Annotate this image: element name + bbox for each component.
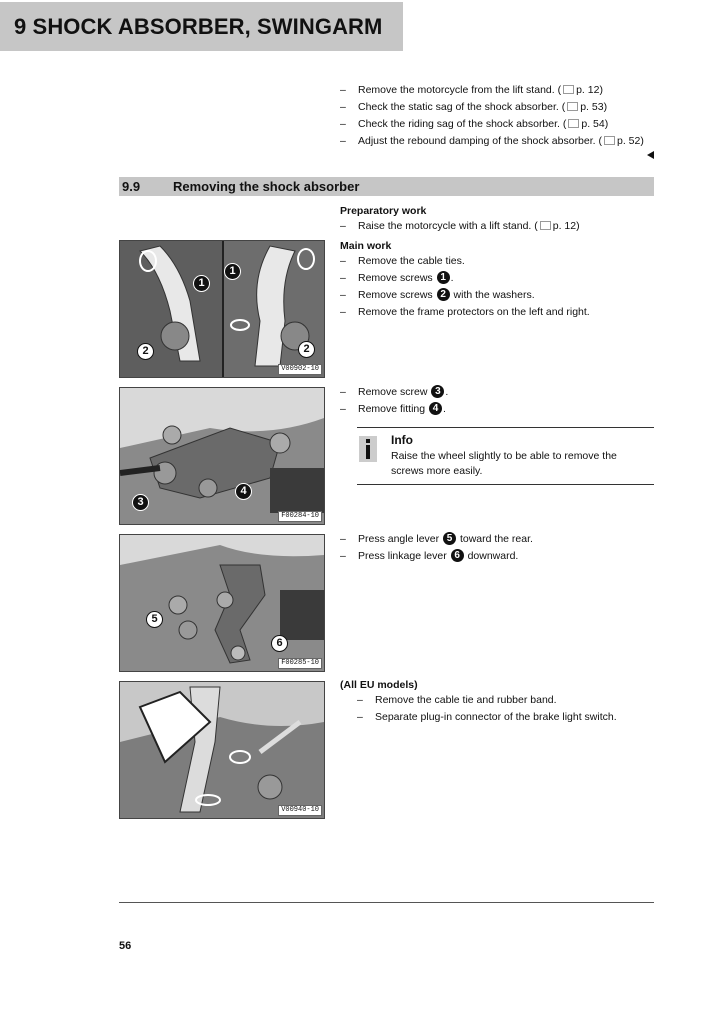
figure-label: V00902-10 <box>278 364 322 375</box>
preparatory-heading: Preparatory work <box>340 205 427 217</box>
page-reference-icon <box>540 221 551 230</box>
section-title: Removing the shock absorber <box>173 179 360 194</box>
page-ref-link[interactable]: p. 54 <box>581 118 605 130</box>
page-ref-link[interactable]: p. 53 <box>580 101 604 113</box>
list-item: – Raise the motorcycle with a lift stand. ( p. 12) <box>340 218 660 235</box>
list-item: – Remove screw 3 . <box>340 384 660 401</box>
callout-badge: 6 <box>451 549 464 562</box>
list-item: – Separate plug-in connector of the brake light switch. <box>357 709 660 726</box>
main-steps-2 <box>340 384 660 418</box>
page-reference-icon <box>604 136 615 145</box>
intro-steps <box>340 82 670 150</box>
callout-marker: 6 <box>271 635 288 652</box>
list-item: – Remove the motorcycle from the lift stand. ( p. 12) <box>340 82 670 99</box>
chapter-title: 9 SHOCK ABSORBER, SWINGARM <box>14 13 383 39</box>
list-item: – Check the riding sag of the shock absorber. ( p. 54) <box>340 116 670 133</box>
footer-divider <box>119 902 654 903</box>
callout-marker: 2 <box>137 343 154 360</box>
page-ref-link[interactable]: p. 12 <box>576 84 600 96</box>
callout-marker: 1 <box>224 263 241 280</box>
callout-badge: 1 <box>437 271 450 284</box>
photo-illustration <box>120 535 324 671</box>
photo-illustration <box>120 682 324 818</box>
figure-brake-light-switch <box>119 681 325 819</box>
page-ref-link[interactable]: p. 52 <box>617 135 641 147</box>
figure-frame-protectors <box>119 240 325 378</box>
list-item: – Remove fitting 4 . <box>340 401 660 418</box>
list-item: – Press angle lever 5 toward the rear. <box>340 531 660 548</box>
info-box <box>357 427 654 485</box>
callout-marker: 1 <box>193 275 210 292</box>
list-item: – Remove the frame protectors on the left and right. <box>340 304 660 321</box>
section-header <box>119 177 654 196</box>
page-reference-icon <box>567 102 578 111</box>
page-ref-link[interactable]: p. 12 <box>552 220 577 232</box>
list-item: – Remove screws 1 . <box>340 270 660 287</box>
info-text: Raise the wheel slightly to be able to remove the screws more easily. <box>391 450 617 477</box>
page-reference-icon <box>563 85 574 94</box>
list-item: – Remove the cable tie and rubber band. <box>357 692 660 709</box>
info-icon <box>359 436 377 462</box>
list-item: – Remove the cable ties. <box>340 253 660 270</box>
list-item: – Press linkage lever 6 downward. <box>340 548 660 565</box>
callout-badge: 4 <box>429 402 442 415</box>
page-reference-icon <box>568 119 579 128</box>
eu-steps <box>340 692 660 726</box>
eu-models-heading: (All EU models) <box>340 679 418 691</box>
callout-badge: 2 <box>437 288 450 301</box>
main-work-heading: Main work <box>340 240 392 252</box>
figure-label: F00285-10 <box>278 658 322 669</box>
figure-label: V00940-10 <box>278 805 322 816</box>
callout-marker: 5 <box>146 611 163 628</box>
list-item: – Adjust the rebound damping of the shock absorber. ( p. 52) <box>340 133 670 150</box>
callout-marker: 3 <box>132 494 149 511</box>
main-steps-1 <box>340 253 660 321</box>
callout-badge: 5 <box>443 532 456 545</box>
info-title: Info <box>391 433 413 447</box>
callout-badge: 3 <box>431 385 444 398</box>
figure-angle-lever <box>119 534 325 672</box>
callout-marker: 2 <box>298 341 315 358</box>
page-number: 56 <box>119 940 132 952</box>
figure-label: F00284-10 <box>278 511 322 522</box>
chapter-header <box>0 2 403 51</box>
list-item: – Check the static sag of the shock absorber. ( p. 53) <box>340 99 670 116</box>
section-number: 9.9 <box>122 179 141 194</box>
photo-illustration <box>120 388 324 524</box>
main-steps-3 <box>340 531 660 565</box>
end-of-procedure-icon <box>647 151 654 159</box>
preparatory-steps <box>340 218 660 235</box>
list-item: – Remove screws 2 with the washers. <box>340 287 660 304</box>
figure-shock-linkage <box>119 387 325 525</box>
callout-marker: 4 <box>235 483 252 500</box>
